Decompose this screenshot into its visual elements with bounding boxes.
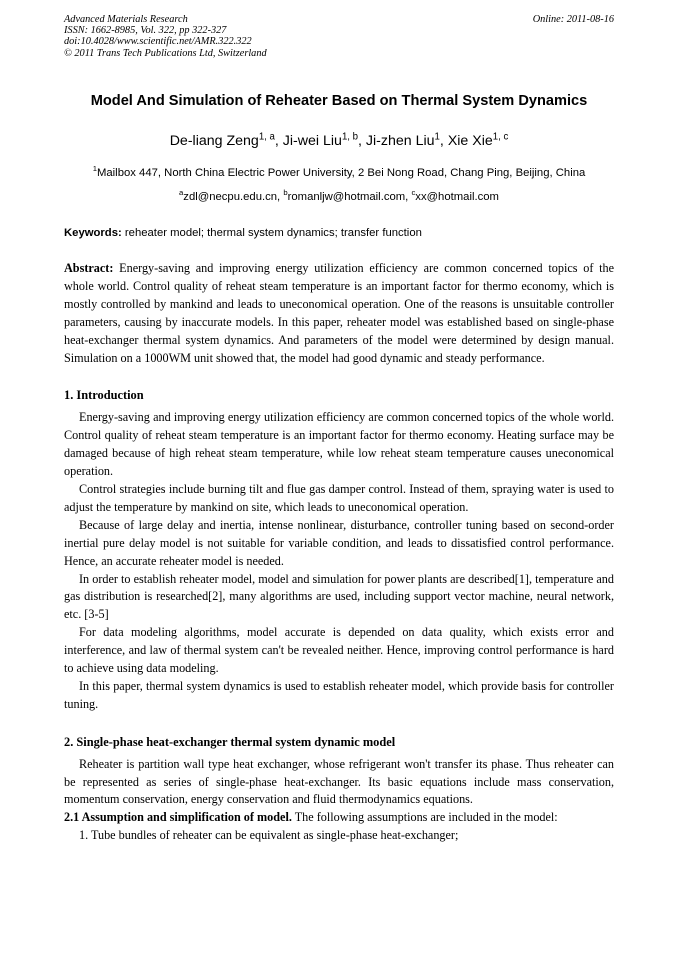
abstract-label: Abstract: bbox=[64, 261, 114, 275]
copyright-line: © 2011 Trans Tech Publications Ltd, Switzerland bbox=[64, 47, 267, 59]
paper-title: Model And Simulation of Reheater Based on Thermal System Dynamics bbox=[90, 93, 588, 109]
subsection bbox=[64, 809, 614, 827]
keywords-text: reheater model; thermal system dynamics; transfer function bbox=[124, 227, 422, 239]
author-list: De-liang Zeng$^{1, a}$, Ji-wei Liu$^{1, b}$, Ji-zhen Liu$^1$, Xie Xie$^{1, c}$ bbox=[169, 131, 509, 149]
abstract bbox=[64, 260, 614, 367]
section-heading-introduction: 1. Introduction bbox=[64, 388, 144, 403]
email-list bbox=[64, 190, 614, 204]
list-item: 1. Tube bundles of reheater can be equivalent as single-phase heat-exchanger; bbox=[79, 828, 459, 843]
email-address: romanljw@hotmail.com, bbox=[287, 191, 409, 203]
paper-page bbox=[64, 14, 614, 845]
doi-line: doi:10.4028/www.scientific.net/AMR.322.322 bbox=[64, 36, 252, 48]
author-name: Xie Xie bbox=[447, 133, 493, 149]
journal-header bbox=[64, 14, 614, 64]
email-sup: c bbox=[411, 188, 416, 198]
email-address: zdl@necpu.edu.cn, bbox=[183, 191, 281, 203]
author-sup: 1, c bbox=[492, 131, 509, 143]
online-date: Online: 2011-08-16 bbox=[532, 14, 614, 25]
affiliation-sup: 1 bbox=[92, 164, 97, 174]
keywords bbox=[64, 226, 614, 240]
paragraph: In order to establish reheater model, model and simulation for power plants are described[1], temperature and gas distribution is researched[2], many algorithms are used, including support vector machine, neural network, etc. [3-5] bbox=[64, 571, 614, 622]
author-name: Ji-wei Liu bbox=[282, 133, 342, 149]
author-sup: 1 bbox=[434, 131, 440, 143]
paragraph: In this paper, thermal system dynamics is used to establish reheater model, which provide basis for controller tuning. bbox=[64, 678, 614, 711]
keywords-label: Keywords: bbox=[64, 227, 122, 239]
paragraph: Energy-saving and improving energy utilization efficiency are common concerned topics of the whole world. Control quality of reheat steam temperature is an important factor for thermo economy. Heating surface may be damaged because of high reheat steam temperature, while low reheat steam temperature causes uneconomical operation. bbox=[64, 410, 614, 479]
email-sup: a bbox=[179, 188, 184, 198]
subsection-heading: 2.1 Assumption and simplification of model. bbox=[64, 810, 292, 825]
affiliation bbox=[64, 166, 614, 180]
paragraph: Control strategies include burning tilt and flue gas damper control. Instead of them, spraying water is used to adjust the temperature by mankind on site, which leads to uneconomical operation. bbox=[64, 481, 614, 514]
email-address: xx@hotmail.com bbox=[415, 191, 499, 203]
paragraph: Reheater is partition wall type heat exchanger, whose refrigerant won't transfer its phase. Thus reheater can be represented as series of single-phase heat-exchanger. Its basic equations include mass conservation, momentum conservation, energy conservation and fluid thermodynamics equations. bbox=[64, 756, 614, 807]
journal-name: Advanced Materials Research bbox=[64, 14, 188, 25]
issn-line: ISSN: 1662-8985, Vol. 322, pp 322-327 bbox=[64, 25, 227, 37]
section-heading-model: 2. Single-phase heat-exchanger thermal system dynamic model bbox=[64, 734, 396, 749]
subsection-text: The following assumptions are included in the model: bbox=[294, 810, 558, 825]
author-sup: 1, a bbox=[258, 131, 275, 143]
email-sup: b bbox=[283, 188, 288, 198]
author-name: De-liang Zeng bbox=[169, 133, 259, 149]
journal-info bbox=[64, 14, 267, 59]
paragraph: Because of large delay and inertia, intense nonlinear, disturbance, controller tuning based on second-order inertial pure delay model is not suitable for variable condition, and leads to dissatisfied control performance. Hence, an accurate reheater model is needed. bbox=[64, 517, 614, 568]
abstract-text: Energy-saving and improving energy utilization efficiency are common concerned topics of the whole world. Control quality of reheat steam temperature is an important factor for thermo economy, which is mostly controlled by mankind and leads to uneconomical operation. One of the reasons is unsuitable controller parameters, causing by inaccurate models. In this paper, reheater model was established based on single-phase heat-exchanger thermal system dynamics. And parameters of the model were determined by design manual. Simulation on a 1000WM unit showed that, the model had good dynamic and steady performance. bbox=[64, 261, 614, 365]
affiliation-text: Mailbox 447, North China Electric Power University, 2 Bei Nong Road, Chang Ping, Beijing, China bbox=[96, 167, 586, 179]
author-sup: 1, b bbox=[341, 131, 359, 143]
author-name: Ji-zhen Liu bbox=[365, 133, 435, 149]
paragraph: For data modeling algorithms, model accurate is depended on data quality, which exists error and interference, and law of thermal system can't be revealed neither. Hence, improving control performance is hard to achieve using data modeling. bbox=[64, 625, 614, 676]
